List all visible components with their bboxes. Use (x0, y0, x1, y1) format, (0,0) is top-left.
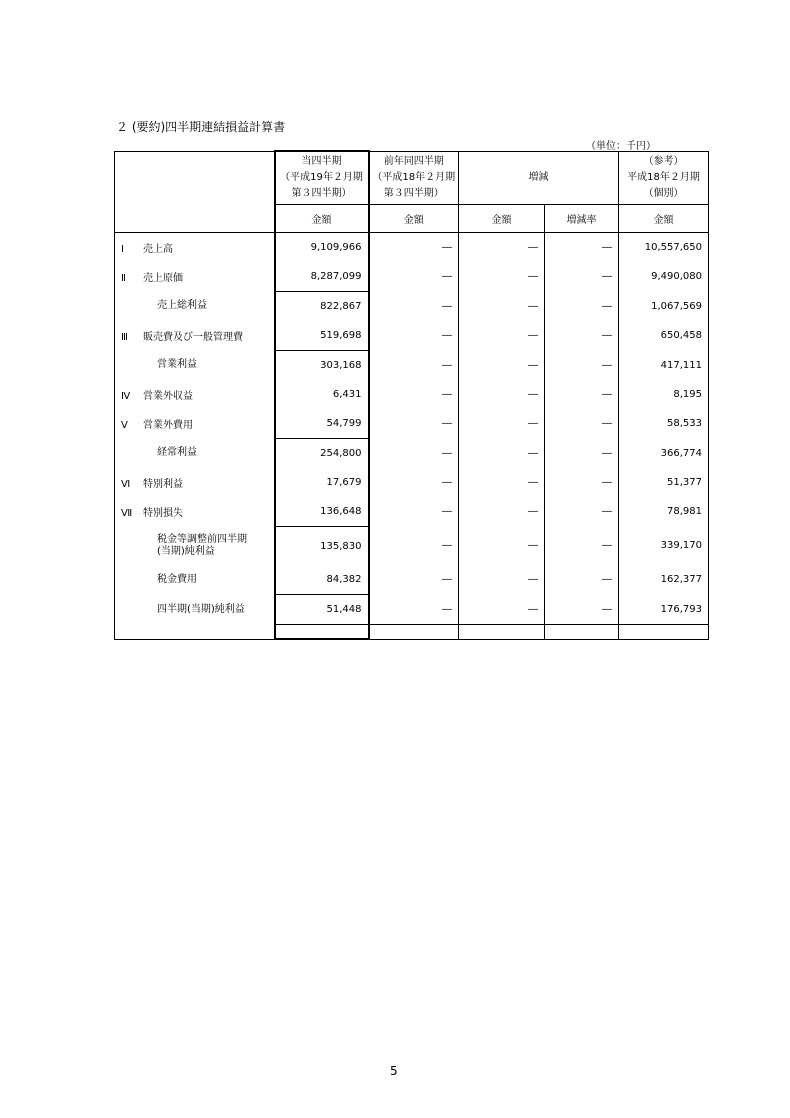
reference-value: 366,774 (619, 439, 709, 469)
row-label: 売上原価 (143, 273, 183, 285)
change-rate-value: ― (545, 565, 619, 595)
current-value: 51,448 (275, 595, 369, 625)
table-row (115, 233, 709, 263)
prior-value: ― (369, 380, 459, 409)
row-label: 特別利益 (143, 479, 183, 490)
row-label: 税金等調整前四半期 (当期)純利益 (115, 527, 275, 566)
prior-value: ― (369, 565, 459, 595)
change-rate-value: ― (545, 468, 619, 497)
row-label: 税金費用 (115, 565, 275, 595)
change-rate-value: ― (545, 497, 619, 527)
table-row (115, 262, 709, 292)
change-amount-value: ― (459, 439, 545, 469)
change-header: 増減 (459, 151, 619, 205)
reference-value: 51,377 (619, 468, 709, 497)
current-value: 9,109,966 (275, 233, 369, 263)
table-footer-row (115, 625, 709, 640)
change-amount-value: ― (459, 468, 545, 497)
change-rate-value: ― (545, 380, 619, 409)
table-row (115, 380, 709, 409)
change-amount-value: ― (459, 595, 545, 625)
prior-value: ― (369, 527, 459, 566)
reference-header: （参考） 平成18年２月期 （個別） (619, 151, 709, 205)
prior-value: ― (369, 595, 459, 625)
reference-value: 417,111 (619, 351, 709, 381)
reference-value: 339,170 (619, 527, 709, 566)
change-amount-value: ― (459, 565, 545, 595)
row-label: 売上総利益 (115, 292, 275, 322)
change-amount-value: ― (459, 262, 545, 292)
change-rate-value: ― (545, 439, 619, 469)
row-label: 営業利益 (115, 351, 275, 381)
change-rate-value: ― (545, 595, 619, 625)
prior-value: ― (369, 262, 459, 292)
row-label: 営業外収益 (143, 391, 193, 402)
prior-value: ― (369, 497, 459, 527)
roman-numeral: Ⅶ (121, 508, 133, 520)
reference-value: 650,458 (619, 321, 709, 351)
table-row (115, 439, 709, 469)
table-row (115, 595, 709, 625)
unit-label: （単位：千円） (586, 141, 656, 152)
reference-value: 162,377 (619, 565, 709, 595)
table-row (115, 409, 709, 439)
reference-value: 58,533 (619, 409, 709, 439)
current-value: 303,168 (275, 351, 369, 381)
roman-numeral: Ⅰ (121, 244, 124, 255)
reference-amount-header: 金額 (619, 205, 709, 233)
current-value: 6,431 (275, 380, 369, 409)
change-amount-header: 金額 (459, 205, 545, 233)
current-value: 519,698 (275, 321, 369, 351)
current-value: 254,800 (275, 439, 369, 469)
reference-value: 8,195 (619, 380, 709, 409)
change-rate-value: ― (545, 321, 619, 351)
row-label: 売上高 (143, 244, 173, 255)
roman-numeral: Ⅴ (121, 420, 128, 432)
table-row (115, 527, 709, 566)
prior-value: ― (369, 292, 459, 322)
table-row (115, 497, 709, 527)
page-number: 5 (390, 1064, 398, 1078)
change-amount-value: ― (459, 351, 545, 381)
row-label: 経常利益 (115, 439, 275, 469)
change-rate-value: ― (545, 527, 619, 566)
header-row (115, 151, 709, 205)
change-amount-value: ― (459, 409, 545, 439)
table-row (115, 565, 709, 595)
prior-value: ― (369, 233, 459, 263)
prior-period-header: 前年同四半期 （平成18年２月期 第３四半期） (369, 151, 459, 205)
table-row (115, 351, 709, 381)
roman-numeral: Ⅱ (121, 273, 126, 285)
row-label: 特別損失 (143, 508, 183, 520)
change-amount-value: ― (459, 380, 545, 409)
change-rate-header: 増減率 (545, 205, 619, 233)
current-value: 84,382 (275, 565, 369, 595)
income-statement-table (114, 150, 709, 640)
prior-value: ― (369, 351, 459, 381)
roman-numeral: Ⅲ (121, 332, 128, 344)
row-label: 営業外費用 (143, 420, 193, 432)
current-value: 54,799 (275, 409, 369, 439)
table-row (115, 292, 709, 322)
table-row (115, 321, 709, 351)
reference-value: 176,793 (619, 595, 709, 625)
reference-value: 1,067,569 (619, 292, 709, 322)
prior-value: ― (369, 321, 459, 351)
change-rate-value: ― (545, 262, 619, 292)
prior-value: ― (369, 439, 459, 469)
change-amount-value: ― (459, 527, 545, 566)
change-amount-value: ― (459, 321, 545, 351)
change-rate-value: ― (545, 351, 619, 381)
change-amount-value: ― (459, 497, 545, 527)
roman-numeral: Ⅵ (121, 479, 131, 490)
change-amount-value: ― (459, 292, 545, 322)
current-period-header: 当四半期 （平成19年２月期 第３四半期） (275, 151, 369, 205)
current-amount-header: 金額 (275, 205, 369, 233)
current-value: 17,679 (275, 468, 369, 497)
table-row (115, 468, 709, 497)
change-rate-value: ― (545, 409, 619, 439)
current-value: 135,830 (275, 527, 369, 566)
current-value: 822,867 (275, 292, 369, 322)
statement-title: ２ (要約)四半期連結損益計算書 (116, 120, 286, 134)
reference-value: 9,490,080 (619, 262, 709, 292)
current-value: 8,287,099 (275, 262, 369, 292)
label-column-header (115, 151, 275, 233)
current-value: 136,648 (275, 497, 369, 527)
row-label: 四半期(当期)純利益 (115, 595, 275, 625)
reference-value: 78,981 (619, 497, 709, 527)
prior-value: ― (369, 468, 459, 497)
change-rate-value: ― (545, 233, 619, 263)
change-rate-value: ― (545, 292, 619, 322)
reference-value: 10,557,650 (619, 233, 709, 263)
roman-numeral: Ⅳ (121, 391, 131, 402)
prior-value: ― (369, 409, 459, 439)
change-amount-value: ― (459, 233, 545, 263)
prior-amount-header: 金額 (369, 205, 459, 233)
row-label: 販売費及び一般管理費 (143, 332, 243, 344)
